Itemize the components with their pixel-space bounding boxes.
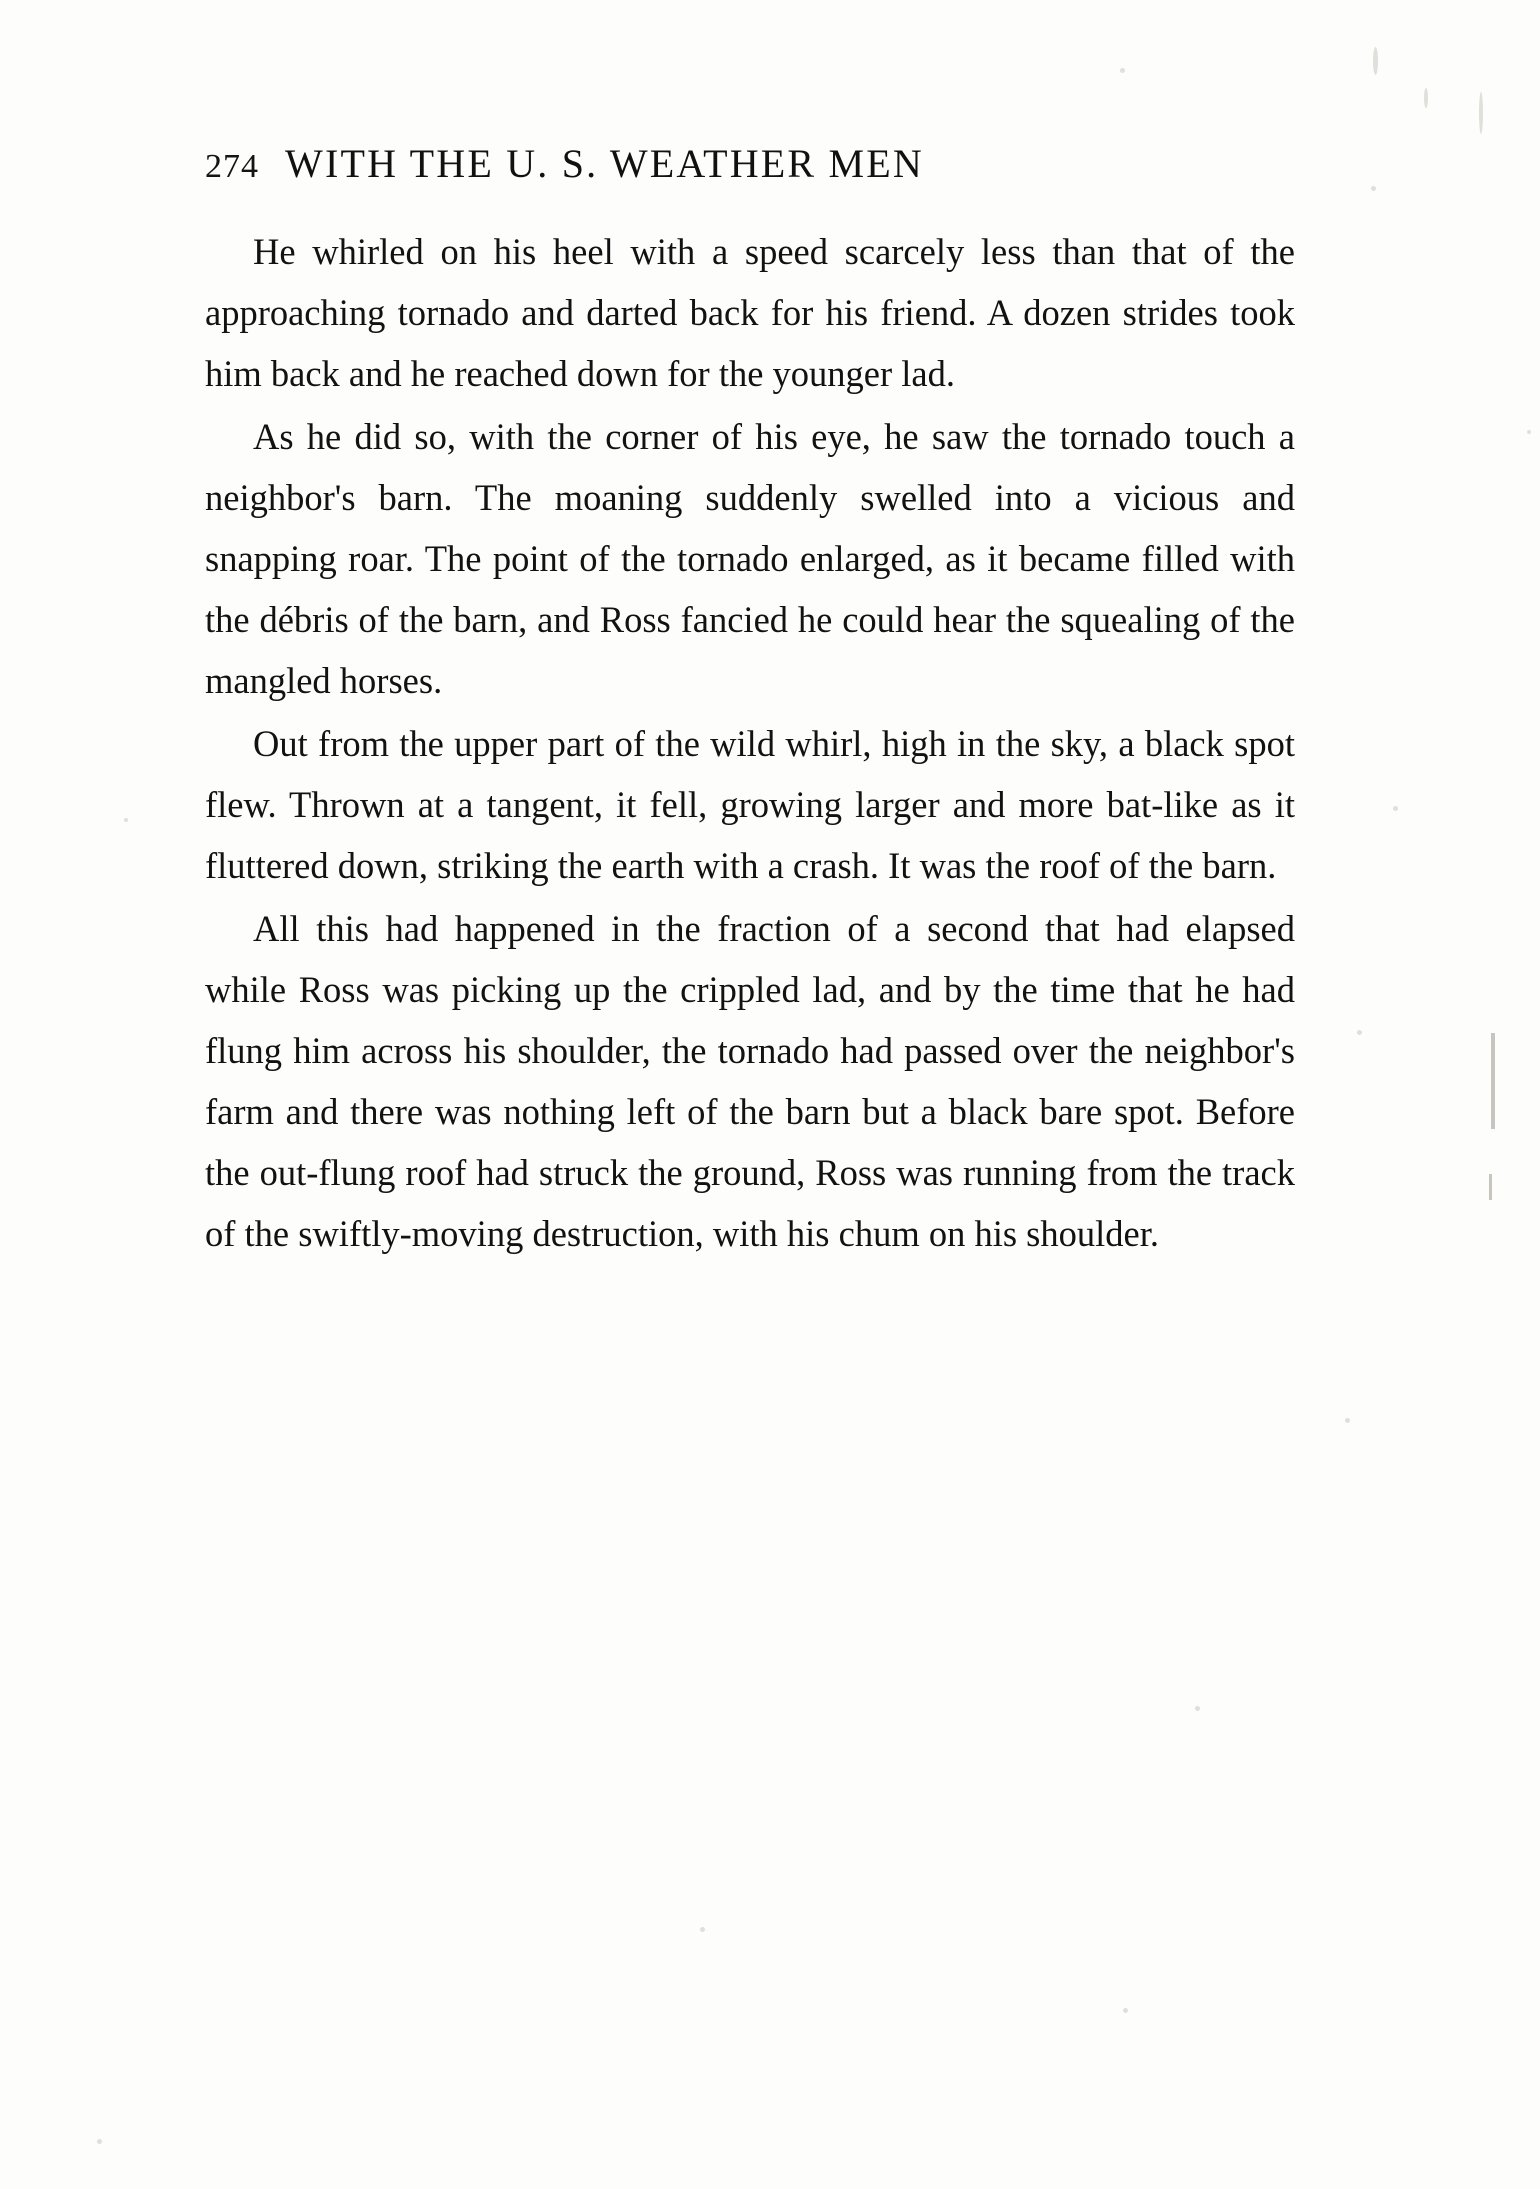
scan-speck (1123, 2008, 1128, 2013)
binding-edge-mark (1489, 1174, 1492, 1200)
scan-speck (124, 818, 128, 822)
body-paragraph: He whirled on his heel with a speed scarcely less than that of the approaching tornado and darted back for his friend. A dozen strides took him back and he reached down for the younger lad. (205, 231, 1295, 394)
body-paragraph: All this had happened in the fraction of a second that had elapsed while Ross was picking up the crippled lad, and by the time that he had flung him across his shoulder, the tornado had passed over the neighbor's farm and there was nothing left of the barn but a black bare spot. Before the out-flung roof had struck the ground, Ross was running from the track of the swiftly-moving destruction, with his chum on his shoulder. (205, 908, 1295, 1254)
scan-speck (1120, 68, 1125, 73)
page-text-block (205, 140, 1295, 1264)
scan-speck (1424, 88, 1428, 108)
scan-speck (1479, 92, 1483, 134)
page-number: 274 (205, 148, 259, 185)
body-paragraph: As he did so, with the corner of his eye, he saw the tornado touch a neighbor's barn. The moaning suddenly swelled into a vicious and snapping roar. The point of the tornado enlarged, as it became filled with the débris of the barn, and Ross fancied he could hear the squealing of the mangled horses. (205, 416, 1295, 701)
scan-speck (1527, 430, 1531, 434)
running-title: WITH THE U. S. WEATHER MEN (285, 141, 924, 186)
binding-edge-mark (1491, 1033, 1495, 1129)
body-paragraph: Out from the upper part of the wild whirl, high in the sky, a black spot flew. Thrown at a tangent, it fell, growing larger and more bat-like as it fluttered down, striking the earth with a crash. It was the roof of the barn. (205, 723, 1295, 886)
scan-speck (700, 1927, 705, 1932)
scan-speck (1371, 186, 1376, 191)
scan-speck (1373, 47, 1378, 75)
scan-speck (1195, 1706, 1200, 1711)
scan-speck (1357, 1030, 1362, 1035)
scan-speck (1393, 806, 1398, 811)
scan-speck (97, 2139, 102, 2144)
scan-speck (1345, 1418, 1350, 1423)
page-header (205, 140, 1295, 187)
